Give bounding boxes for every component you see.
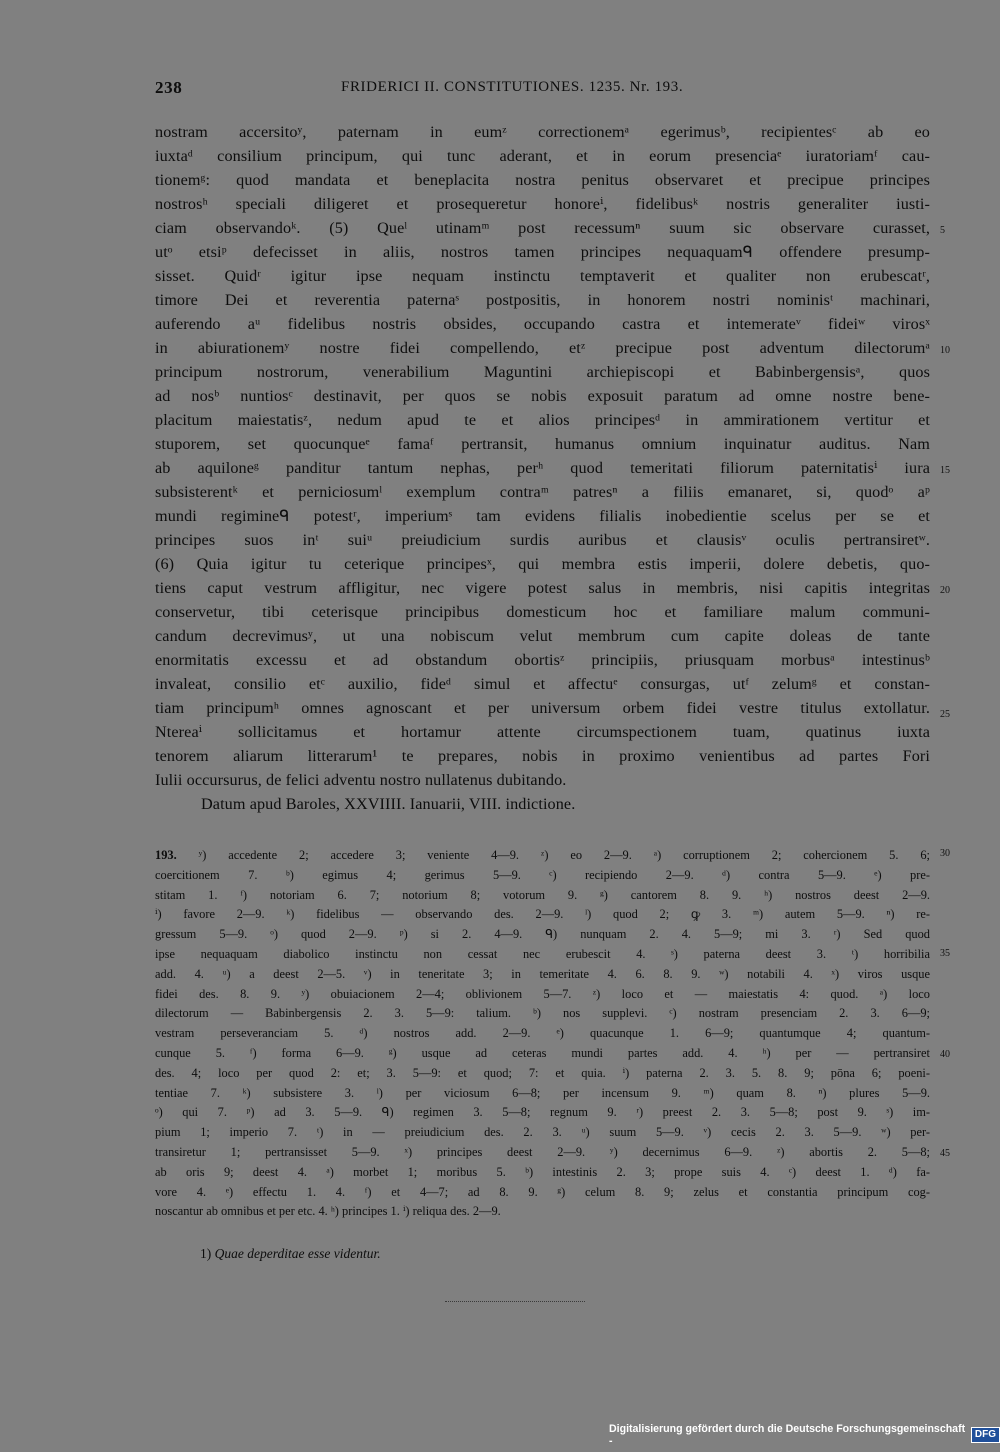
apparatus-line: tentiae 7. ᵏ) subsistere 3. ˡ) per viciosum 6—8; per incensum 9. ᵐ) quam 8. ⁿ) plures 5—9. xyxy=(155,1085,930,1100)
text-line: mundi regimineᑫ potestʳ, imperiumˢ tam evidens filialis inobedientie scelus per se et xyxy=(155,507,930,525)
margin-line-number: 35 xyxy=(940,948,950,959)
apparatus-line: transiretur 1; pertransisset 5—9. ˣ) principes deest 2—9. ʸ) decernimus 6—9. ᶻ) abortis 2. 5—8; xyxy=(155,1144,930,1159)
apparatus-line: ipse nequaquam diabolico instinctu non cessat nec erubescit 4. ˢ) paterna deest 3. ᵗ) horribilia xyxy=(155,946,930,961)
apparatus-line: des. 4; loco per quod 2: et; 3. 5—9: et quod; 7: et quia. ⁱ) paterna 2. 3. 5. 8. 9; pōna 6; poeni- xyxy=(155,1065,930,1080)
text-line: iuxtaᵈ consilium principum, qui tunc aderant, et in eorum presenciaᵉ iuratoriamᶠ cau- xyxy=(155,147,930,165)
running-title: FRIDERICI II. CONSTITUTIONES. 1235. Nr. 193. xyxy=(341,79,684,95)
footnote-number: 1) xyxy=(200,1246,212,1261)
apparatus-line: vore 4. ᵉ) effectu 1. 4. ᶠ) et 4—7; ad 8. 9. ᵍ) celum 8. 9; zelus et constantia principum cog- xyxy=(155,1184,930,1199)
text-line: timore Dei et reverentia paternaˢ postpositis, in honorem nostri nominisᵗ machinari, xyxy=(155,291,930,309)
margin-line-number: 25 xyxy=(940,709,950,720)
apparatus-line: stitam 1. ᶠ) notoriam 6. 7; notorium 8; votorum 9. ᵍ) cantorem 8. 9. ʰ) nostros deest 2—9. xyxy=(155,887,930,902)
text-line: invaleat, consilio etᶜ auxilio, fideᵈ simul et affectuᵉ consurgas, utᶠ zelumᵍ et constan- xyxy=(155,675,930,693)
text-line: nostram accersitoʸ, paternam in eumᶻ correctionemᵃ egerimusᵇ, recipientesᶜ ab eo xyxy=(155,123,930,141)
apparatus-line: cunque 5. ᶠ) forma 6—9. ᵍ) usque ad ceteras mundi partes add. 4. ʰ) per — pertransiret xyxy=(155,1045,930,1060)
text-line: auferendo aᵘ fidelibus nostris obsides, occupando castra et intemerateᵛ fideiʷ virosˣ xyxy=(155,315,930,333)
text-line: ciam observandoᵏ. (5) Queˡ utinamᵐ post recessumⁿ suum sic observare curasset, xyxy=(155,219,930,237)
text-line: nostrosʰ speciali diligeret et prosequeretur honoreⁱ, fidelibusᵏ nostris generaliter iusti- xyxy=(155,195,930,213)
apparatus-line: noscantur ab omnibus et per etc. 4. ʰ) principes 1. ⁱ) reliqua des. 2—9. xyxy=(155,1204,501,1219)
margin-line-number: 10 xyxy=(940,345,950,356)
dating-line: Datum apud Baroles, XXVIIII. Ianuarii, VIII. indictione. xyxy=(201,795,576,813)
text-line: stuporem, set quocunqueᵉ famaᶠ pertransit, humanus omnium inquinatur auditus. Nam xyxy=(155,435,930,453)
footnote-text: Quae deperditae esse videntur. xyxy=(214,1246,381,1261)
text-line: placitum maiestatisᶻ, nedum apud te et alios principesᵈ in ammirationem vertitur et xyxy=(155,411,930,429)
text-line: tenorem aliarum litterarum¹ te prepares, nobis in proximo venientibus ad partes Fori xyxy=(155,747,930,765)
text-line: enormitatis excessu et ad obstandum obortisᶻ principiis, priusquam morbusᵃ intestinusᵇ xyxy=(155,651,930,669)
margin-line-number: 45 xyxy=(940,1148,950,1159)
page-number: 238 xyxy=(155,78,183,97)
text-line: tiens caput vestrum affligitur, nec vigere potest salus in membris, nisi capitis integritas xyxy=(155,579,930,597)
apparatus-line: coercitionem 7. ᵇ) egimus 4; gerimus 5—9. ᶜ) recipiendo 2—9. ᵈ) contra 5—9. ᵉ) pre- xyxy=(155,867,930,882)
text-line: ab aquiloneᵍ panditur tantum nephas, perʰ quod temeritati filiorum paternitatisⁱ iura xyxy=(155,459,930,477)
funding-notice xyxy=(609,1423,1000,1447)
margin-line-number: 20 xyxy=(940,585,950,596)
page-end-mark xyxy=(445,1301,585,1305)
text-line: (6) Quia igitur tu ceterique principesˣ, qui membra estis imperii, dolere debetis, quo- xyxy=(155,555,930,573)
text-line: subsisterentᵏ et perniciosumˡ exemplum contraᵐ patresⁿ a filiis emanaret, si, quodᵒ aᵖ xyxy=(155,483,930,501)
apparatus-line: ab oris 9; deest 4. ᵃ) morbet 1; moribus 5. ᵇ) intestinis 2. 3; prope suis 4. ᶜ) deest 1. ᵈ) fa- xyxy=(155,1164,930,1179)
text-line: candum decrevimusʸ, ut una nobiscum velut membrum cum capite doleas de tante xyxy=(155,627,930,645)
main-text xyxy=(155,120,930,816)
text-line: principum nostrorum, venerabilium Maguntini archiepiscopi et Babinbergensisᵃ, quos xyxy=(155,363,930,381)
apparatus-line: 193. ʸ) accedente 2; accedere 3; veniente 4—9. ᶻ) eo 2—9. ᵃ) corruptionem 2; cohercionem 5. 6; xyxy=(155,848,930,862)
apparatus-line: fidei des. 8. 9. ʸ) obuiacionem 2—4; oblivionem 5—7. ᶻ) loco et — maiestatis 4: quod. ᵃ) loco xyxy=(155,986,930,1001)
funding-text: Digitalisierung gefördert durch die Deutsche Forschungsgemeinschaft - xyxy=(609,1423,966,1447)
margin-line-number: 30 xyxy=(940,848,950,859)
text-line: tionemᵍ: quod mandata et beneplacita nostra penitus observaret et precipue principes xyxy=(155,171,930,189)
apparatus-line: gressum 5—9. ᵒ) quod 2—9. ᵖ) si 2. 4—9. ᑫ) nunquam 2. 4. 5—9; mi 3. ʳ) Sed quod xyxy=(155,927,930,942)
text-line: Ntereaⁱ sollicitamus et hortamur attente circumspectionem tuam, quatinus iuxta xyxy=(155,723,930,741)
apparatus-line: dilectorum — Babinbergensis 2. 3. 5—9: talium. ᵇ) nos supplevi. ᶜ) nostram presenciam 2. 3. 6—9; xyxy=(155,1006,930,1021)
text-line: utᵒ etsiᵖ defecisset in aliis, nostros tamen principes nequaquamᑫ offendere presump- xyxy=(155,243,930,261)
text-line: conservetur, tibi ceterisque principibus domesticum hoc et familiare malum communi- xyxy=(155,603,930,621)
apparatus-line: ⁱ) favore 2—9. ᵏ) fidelibus — observando des. 2—9. ˡ) quod 2; ꝙ 3. ᵐ) autem 5—9. ⁿ) re- xyxy=(155,907,930,922)
text-line: sisset. Quidʳ igitur ipse nequam instinctu temptaverit et qualiter non erubescatʳ, xyxy=(155,267,930,285)
apparatus-line: pium 1; imperio 7. ᵗ) in — preiudicium des. 2. 3. ᵘ) suum 5—9. ᵛ) cecis 2. 3. 5—9. ʷ) per- xyxy=(155,1125,930,1140)
dfg-logo-icon: DFG xyxy=(971,1427,1000,1443)
apparatus-number: 193. xyxy=(155,848,177,862)
text-line: Iulii occursurus, de felici adventu nostro nullatenus dubitando. xyxy=(155,771,567,789)
critical-apparatus xyxy=(155,846,930,1222)
text-line: tiam principumʰ omnes agnoscant et per universum orbem fidei vestre titulus extollatur. xyxy=(155,699,930,717)
margin-line-number: 40 xyxy=(940,1049,950,1060)
text-line: ad nosᵇ nuntiosᶜ destinavit, per quos se nobis exposuit paratum ad omne nostre bene- xyxy=(155,387,930,405)
apparatus-line: ᵒ) qui 7. ᵖ) ad 3. 5—9. ᑫ) regimen 3. 5—8; regnum 9. ʳ) preest 2. 3. 5—8; post 9. ˢ) im- xyxy=(155,1105,930,1120)
footnote xyxy=(200,1246,381,1262)
apparatus-line: add. 4. ᵘ) a deest 2—5. ᵛ) in teneritate 3; in temeritate 4. 6. 8. 9. ʷ) notabili 4. ˣ) viros usque xyxy=(155,966,930,981)
margin-line-number: 15 xyxy=(940,465,950,476)
text-line: in abiurationemʸ nostre fidei compellendo, etᶻ precipue post adventum dilectorumᵃ xyxy=(155,339,930,357)
page-header xyxy=(155,78,935,102)
text-line: principes suos inᵗ suiᵘ preiudicium surdis auribus et clausisᵛ oculis pertransiretʷ. xyxy=(155,531,930,549)
margin-line-number: 5 xyxy=(940,225,945,236)
apparatus-line: vestram perseveranciam 5. ᵈ) nostros add. 2—9. ᵉ) quacunque 1. 6—9; quantumque 4; quantum- xyxy=(155,1026,930,1041)
